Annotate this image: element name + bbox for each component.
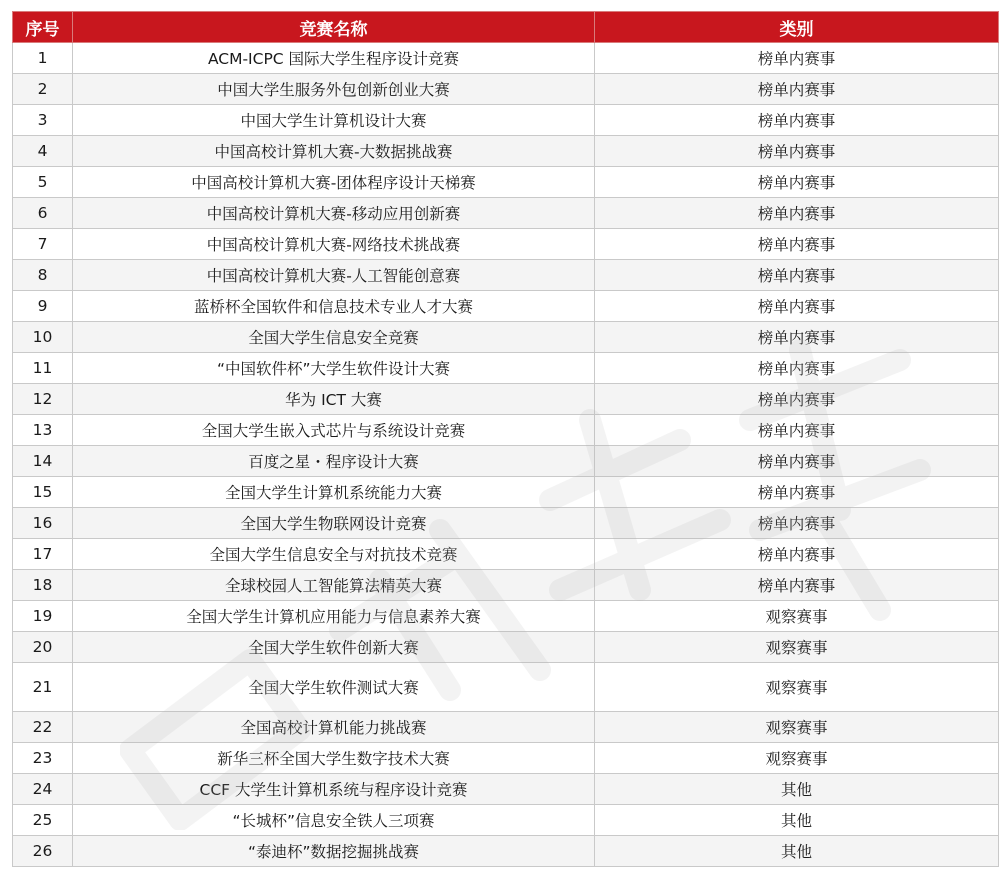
competition-category: 观察赛事	[595, 663, 999, 712]
row-index: 22	[13, 712, 73, 743]
competition-name: 百度之星・程序设计大赛	[73, 446, 595, 477]
row-index: 11	[13, 353, 73, 384]
table-body	[13, 43, 999, 867]
table-row	[13, 353, 999, 384]
table-row	[13, 601, 999, 632]
competition-name: 中国高校计算机大赛-人工智能创意赛	[73, 260, 595, 291]
competition-name: 中国高校计算机大赛-大数据挑战赛	[73, 136, 595, 167]
competition-name: “长城杯”信息安全铁人三项赛	[73, 805, 595, 836]
competition-category: 榜单内赛事	[595, 415, 999, 446]
header-row	[13, 12, 999, 43]
competition-name: 华为 ICT 大赛	[73, 384, 595, 415]
competition-category: 其他	[595, 836, 999, 867]
row-index: 26	[13, 836, 73, 867]
table-row	[13, 712, 999, 743]
row-index: 6	[13, 198, 73, 229]
table-row	[13, 805, 999, 836]
table-row	[13, 570, 999, 601]
competition-name: 中国高校计算机大赛-移动应用创新赛	[73, 198, 595, 229]
competition-category: 榜单内赛事	[595, 353, 999, 384]
competition-name: 中国高校计算机大赛-网络技术挑战赛	[73, 229, 595, 260]
table-row	[13, 539, 999, 570]
table-row	[13, 415, 999, 446]
competition-category: 榜单内赛事	[595, 570, 999, 601]
row-index: 20	[13, 632, 73, 663]
competition-name: 全球校园人工智能算法精英大赛	[73, 570, 595, 601]
table-row	[13, 105, 999, 136]
table-row	[13, 74, 999, 105]
row-index: 4	[13, 136, 73, 167]
table-row	[13, 836, 999, 867]
table-row	[13, 260, 999, 291]
competition-name: 全国大学生信息安全竞赛	[73, 322, 595, 353]
header-category: 类别	[595, 12, 999, 43]
row-index: 7	[13, 229, 73, 260]
competition-category: 观察赛事	[595, 632, 999, 663]
table-row	[13, 198, 999, 229]
competition-category: 观察赛事	[595, 601, 999, 632]
row-index: 13	[13, 415, 73, 446]
row-index: 10	[13, 322, 73, 353]
table-row	[13, 663, 999, 712]
competition-category: 榜单内赛事	[595, 260, 999, 291]
competition-name: 全国大学生计算机系统能力大赛	[73, 477, 595, 508]
table-row	[13, 43, 999, 74]
table-row	[13, 632, 999, 663]
competition-category: 观察赛事	[595, 712, 999, 743]
row-index: 17	[13, 539, 73, 570]
competition-name: 全国大学生软件创新大赛	[73, 632, 595, 663]
competition-category: 榜单内赛事	[595, 508, 999, 539]
competition-name: “泰迪杯”数据挖掘挑战赛	[73, 836, 595, 867]
competition-category: 观察赛事	[595, 743, 999, 774]
competition-name: CCF 大学生计算机系统与程序设计竞赛	[73, 774, 595, 805]
table-row	[13, 167, 999, 198]
competition-category: 榜单内赛事	[595, 539, 999, 570]
row-index: 15	[13, 477, 73, 508]
table-row	[13, 774, 999, 805]
competition-table	[12, 11, 999, 867]
table-row	[13, 291, 999, 322]
competition-category: 其他	[595, 774, 999, 805]
row-index: 16	[13, 508, 73, 539]
competition-category: 榜单内赛事	[595, 198, 999, 229]
table-row	[13, 322, 999, 353]
row-index: 24	[13, 774, 73, 805]
competition-category: 榜单内赛事	[595, 229, 999, 260]
competition-name: 全国高校计算机能力挑战赛	[73, 712, 595, 743]
competition-name: 全国大学生嵌入式芯片与系统设计竞赛	[73, 415, 595, 446]
table-row	[13, 477, 999, 508]
row-index: 21	[13, 663, 73, 712]
table-row	[13, 384, 999, 415]
competition-category: 榜单内赛事	[595, 43, 999, 74]
table-row	[13, 229, 999, 260]
competition-name: 中国高校计算机大赛-团体程序设计天梯赛	[73, 167, 595, 198]
competition-name: 全国大学生软件测试大赛	[73, 663, 595, 712]
row-index: 23	[13, 743, 73, 774]
row-index: 14	[13, 446, 73, 477]
row-index: 5	[13, 167, 73, 198]
competition-category: 榜单内赛事	[595, 167, 999, 198]
competition-table-container	[12, 11, 998, 867]
row-index: 1	[13, 43, 73, 74]
competition-category: 榜单内赛事	[595, 105, 999, 136]
competition-category: 榜单内赛事	[595, 322, 999, 353]
table-row	[13, 743, 999, 774]
table-row	[13, 136, 999, 167]
competition-name: 中国大学生服务外包创新创业大赛	[73, 74, 595, 105]
competition-category: 榜单内赛事	[595, 74, 999, 105]
table-header	[13, 12, 999, 43]
competition-category: 榜单内赛事	[595, 291, 999, 322]
table-row	[13, 446, 999, 477]
competition-name: ACM-ICPC 国际大学生程序设计竞赛	[73, 43, 595, 74]
competition-name: “中国软件杯”大学生软件设计大赛	[73, 353, 595, 384]
competition-category: 榜单内赛事	[595, 384, 999, 415]
table-row	[13, 508, 999, 539]
header-competition-name: 竞赛名称	[73, 12, 595, 43]
row-index: 9	[13, 291, 73, 322]
competition-name: 全国大学生物联网设计竞赛	[73, 508, 595, 539]
row-index: 8	[13, 260, 73, 291]
competition-name: 全国大学生计算机应用能力与信息素养大赛	[73, 601, 595, 632]
competition-category: 榜单内赛事	[595, 446, 999, 477]
row-index: 3	[13, 105, 73, 136]
competition-name: 新华三杯全国大学生数字技术大赛	[73, 743, 595, 774]
header-index: 序号	[13, 12, 73, 43]
row-index: 12	[13, 384, 73, 415]
competition-category: 榜单内赛事	[595, 477, 999, 508]
competition-name: 全国大学生信息安全与对抗技术竞赛	[73, 539, 595, 570]
competition-name: 蓝桥杯全国软件和信息技术专业人才大赛	[73, 291, 595, 322]
row-index: 2	[13, 74, 73, 105]
competition-name: 中国大学生计算机设计大赛	[73, 105, 595, 136]
competition-category: 其他	[595, 805, 999, 836]
row-index: 19	[13, 601, 73, 632]
row-index: 25	[13, 805, 73, 836]
row-index: 18	[13, 570, 73, 601]
competition-category: 榜单内赛事	[595, 136, 999, 167]
